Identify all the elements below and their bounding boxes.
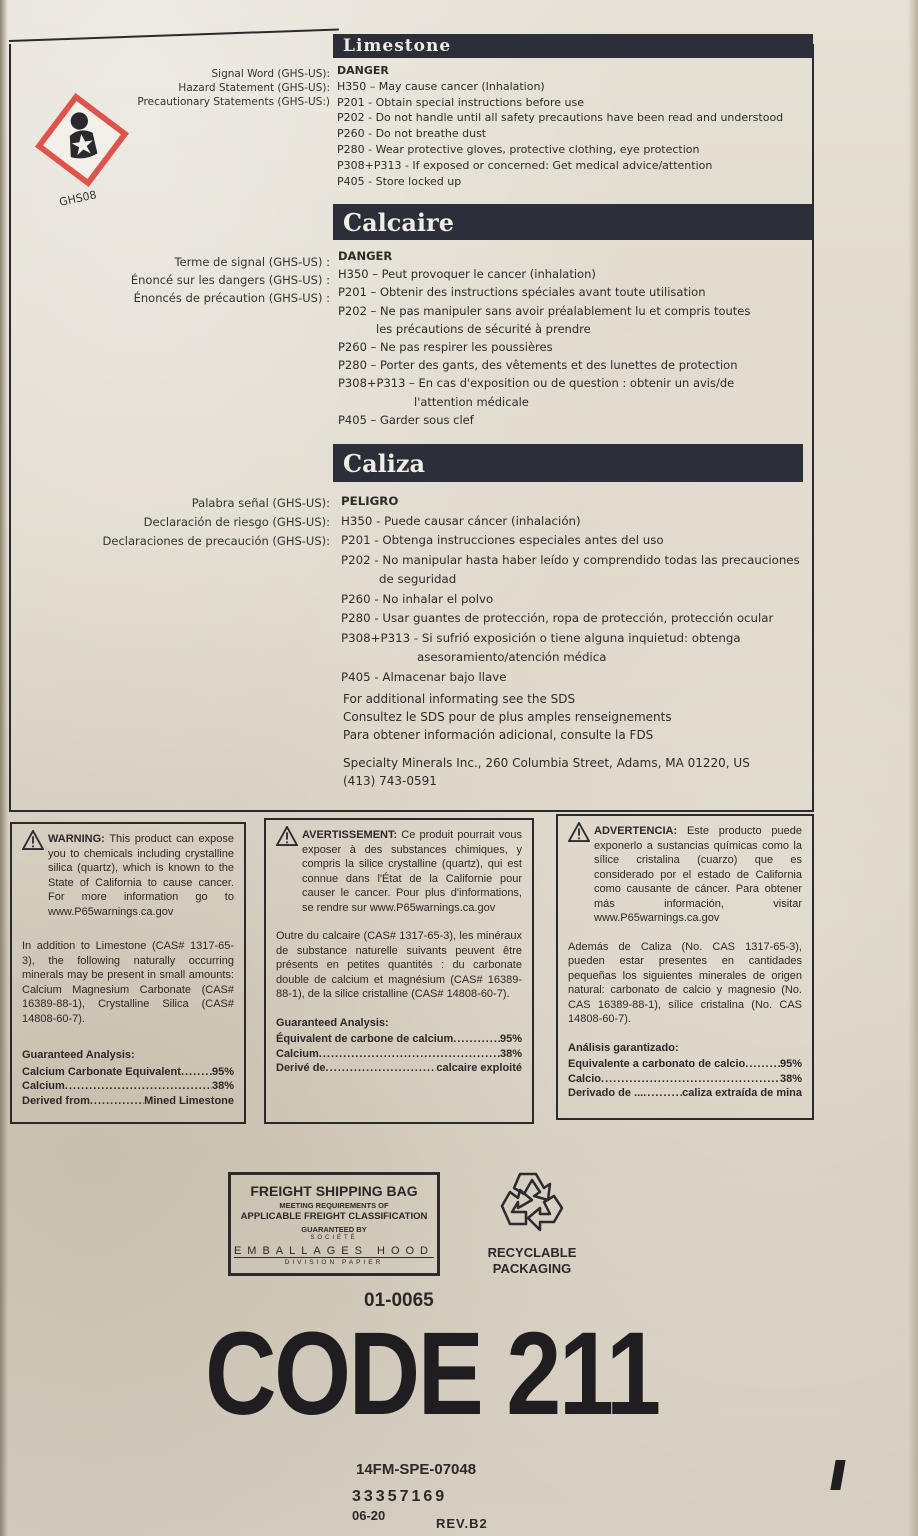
sds-info <box>343 690 750 790</box>
hazard-statement: H350 - Puede causar cáncer (inhalación) <box>341 513 581 528</box>
minerals-note: Outre du calcaire (CAS# 1317-65-3), les minéraux de substance naturelle suivants peuvent être présents en petites quantités : du carbonate double de calcium et magnésium (CAS# 16389-88-1), de la silice cristalline (CAS# 14808-60-7). <box>276 930 522 1000</box>
analysis-row: Equivalente a carbonato de calcio ..... 95% <box>568 1057 802 1072</box>
precaution-p308-p313-cont: asesoramiento/atención médica <box>417 650 607 664</box>
precaution-p202: P202 – Ne pas manipuler sans avoir préalablement lu et compris toutes <box>338 303 751 318</box>
date-code: 06-20 <box>352 1508 386 1523</box>
part-number: 01-0065 <box>364 1290 434 1311</box>
warning-triangle-icon <box>22 830 44 850</box>
health-hazard-icon <box>34 92 130 188</box>
freight-subtitle: MEETING REQUIREMENTS OF <box>279 1201 389 1210</box>
label-signal-word: Palabra señal (GHS-US): <box>191 496 330 510</box>
sds-note-en: For additional informating see the SDS <box>343 692 576 706</box>
freight-title: FREIGHT SHIPPING BAG <box>250 1183 418 1199</box>
recycle-icon <box>492 1168 572 1240</box>
signal-word: PELIGRO <box>341 494 399 508</box>
label-hazard-statement: Declaración de riesgo (GHS-US): <box>143 515 330 529</box>
bag-edge-left <box>0 0 8 1536</box>
precaution-p308-p313: P308+P313 - Si sufrió exposición o tiene alguna inquietud: obtenga <box>341 630 741 645</box>
freight-societe: SOCIÉTÉ <box>310 1235 358 1241</box>
freight-classification: APPLICABLE FREIGHT CLASSIFICATION <box>240 1211 428 1222</box>
analysis-title: Guaranteed Analysis: <box>22 1049 135 1061</box>
freight-company: EMBALLAGES HOOD <box>233 1245 435 1257</box>
label-signal-word: Terme de signal (GHS-US) : <box>174 255 330 269</box>
analysis-row: Derived from ..... Mined Limestone <box>22 1094 234 1109</box>
precaution-p308-p313: P308+P313 - If exposed or concerned: Get medical advice/attention <box>337 158 713 172</box>
section-title-caliza: Caliza <box>333 444 803 482</box>
precaution-p308-p313: P308+P313 – En cas d'exposition ou de question : obtenir un avis/de <box>338 376 735 391</box>
hazard-statement: H350 – Peut provoquer le cancer (inhalation) <box>338 267 596 282</box>
print-mark <box>830 1460 845 1490</box>
company-phone: (413) 743-0591 <box>343 774 437 788</box>
sds-note-es: Para obtener información adicional, consulte la FDS <box>343 728 654 742</box>
prop65-warning-fr <box>264 818 534 1124</box>
precaution-p260: P260 – Ne pas respirer les poussières <box>338 340 553 355</box>
revision-code: REV.B2 <box>436 1516 488 1531</box>
signal-word: DANGER <box>337 64 389 77</box>
analysis-row: Derivé de ..... calcaire exploité <box>276 1061 522 1076</box>
precaution-p405: P405 – Garder sous clef <box>338 412 474 427</box>
analysis-row: Calcio ..... 38% <box>568 1072 802 1087</box>
warning-heading: WARNING: <box>48 833 105 845</box>
label-precautionary-statements: Énoncés de précaution (GHS-US) : <box>133 291 330 305</box>
pictogram-code: GHS08 <box>58 188 98 209</box>
signal-word: DANGER <box>338 249 393 263</box>
precaution-p280: P280 - Wear protective gloves, protective clothing, eye protection <box>337 142 700 156</box>
precaution-p201: P201 – Obtenir des instructions spéciales avant toute utilisation <box>338 285 706 300</box>
limestone-labels <box>120 67 330 109</box>
analysis-title: Guaranteed Analysis: <box>276 1016 389 1029</box>
hazard-statement: H350 – May cause cancer (Inhalation) <box>337 79 545 93</box>
precaution-p280: P280 - Usar guantes de protección, ropa de protección, protección ocular <box>341 611 774 625</box>
analysis-row: Équivalent de carbone de calcium ..... 95% <box>276 1032 522 1047</box>
section-title-calcaire: Calcaire <box>333 204 813 240</box>
label-hazard-statement: Hazard Statement (GHS-US): <box>178 82 330 94</box>
product-code: CODE 211 <box>205 1308 659 1440</box>
freight-certification-box <box>228 1172 440 1276</box>
label-precautionary-statements: Precautionary Statements (GHS-US:) <box>137 96 330 108</box>
bag-edge-right <box>908 0 918 1536</box>
analysis-title: Análisis garantizado: <box>568 1041 679 1054</box>
minerals-note: Además de Caliza (No. CAS 1317-65-3), pueden estar presentes en cantidades pequeñas los siguientes minerales de origen natural: carbonato de calcio y magnesio (No. CAS 16389-88-1), sílice cristalina (No. CAS 14808-60-7). <box>568 940 802 1025</box>
warning-text: Este producto puede exponerlo a sustancias químicas como la sílice cristalina (cuarzo) que es considerado por el estado de California como causante de cáncer. Para obtener más información, visitar www.P65warnings.ca.gov <box>594 825 802 924</box>
freight-division: DIVISION PAPIER <box>284 1259 384 1266</box>
precaution-p260: P260 - Do not breathe dust <box>337 127 487 141</box>
precaution-p202: P202 - No manipular hasta haber leído y comprendido todas las precauciones <box>341 552 800 567</box>
freight-guaranteed: GUARANTEED BY <box>301 1225 367 1234</box>
warning-heading: AVERTISSEMENT: <box>302 829 398 841</box>
warning-text: Ce produit pourrait vous exposer à des substances chimiques, y compris la silice crystalline (quartz), qui est connue dans l'État de la Californie pour causer le cancer. Pour plus d'informations, se rendre sur www.P65warnings.ca.gov <box>302 829 522 914</box>
analysis-row: Calcium Carbonate Equivalent ..... 95% <box>22 1065 234 1080</box>
company-address: Specialty Minerals Inc., 260 Columbia Street, Adams, MA 01220, US <box>343 756 750 770</box>
analysis-row: Calcium ..... 38% <box>22 1079 234 1094</box>
warning-triangle-icon <box>276 826 298 846</box>
precaution-p202-cont: les précautions de sécurité à prendre <box>376 321 591 336</box>
sds-note-fr: Consultez le SDS pour de plus amples renseignements <box>343 710 672 724</box>
prop65-warning-en <box>10 822 246 1124</box>
warning-text: This product can expose you to chemicals including crystalline silica (quartz), which is known to the State of California to cause cancer. For more information go to www.P65warnings.ca.gov <box>48 833 234 918</box>
label-hazard-statement: Énoncé sur les dangers (GHS-US) : <box>130 273 330 287</box>
warning-heading: ADVERTENCIA: <box>594 825 678 837</box>
frame-top-line <box>9 28 339 42</box>
lot-number: 33357169 <box>352 1488 448 1505</box>
recyclable-label: RECYCLABLE PACKAGING <box>487 1245 577 1276</box>
precaution-p405: P405 - Almacenar bajo llave <box>341 669 507 684</box>
limestone-statements <box>337 63 783 189</box>
precaution-p260: P260 - No inhalar el polvo <box>341 591 494 606</box>
label-signal-word: Signal Word (GHS-US): <box>211 68 330 80</box>
analysis-row: Calcium ..... 38% <box>276 1047 522 1062</box>
precaution-p405: P405 - Store locked up <box>337 174 462 188</box>
warning-triangle-icon <box>568 822 590 842</box>
minerals-note: In addition to Limestone (CAS# 1317-65-3), the following naturally occurring minerals may be present in small amounts: Calcium Magnesium Carbonate (CAS# 16389-88-1), Crystalline Silica (CAS# 14808-60-7). <box>22 940 234 1025</box>
prop65-warning-es <box>556 814 814 1120</box>
precaution-p201: P201 - Obtain special instructions before use <box>337 95 584 109</box>
calcaire-labels <box>110 253 330 307</box>
caliza-labels <box>90 494 330 551</box>
section-title-limestone: Limestone <box>333 34 813 58</box>
precaution-p280: P280 – Porter des gants, des vêtements et des lunettes de protection <box>338 358 738 373</box>
precaution-p308-p313-cont: l'attention médicale <box>414 394 529 409</box>
precaution-p202-cont: de seguridad <box>379 572 457 586</box>
spec-code: 14FM-SPE-07048 <box>356 1461 477 1478</box>
precaution-p202: P202 - Do not handle until all safety precautions have been read and understood <box>337 111 784 125</box>
calcaire-statements <box>338 247 750 429</box>
label-precautionary-statements: Declaraciones de precaución (GHS-US): <box>102 534 330 548</box>
precaution-p201: P201 - Obtenga instrucciones especiales antes del uso <box>341 533 664 547</box>
analysis-row: Derivado de ... ..... caliza extraída de mina <box>568 1086 802 1101</box>
caliza-statements <box>341 492 800 687</box>
